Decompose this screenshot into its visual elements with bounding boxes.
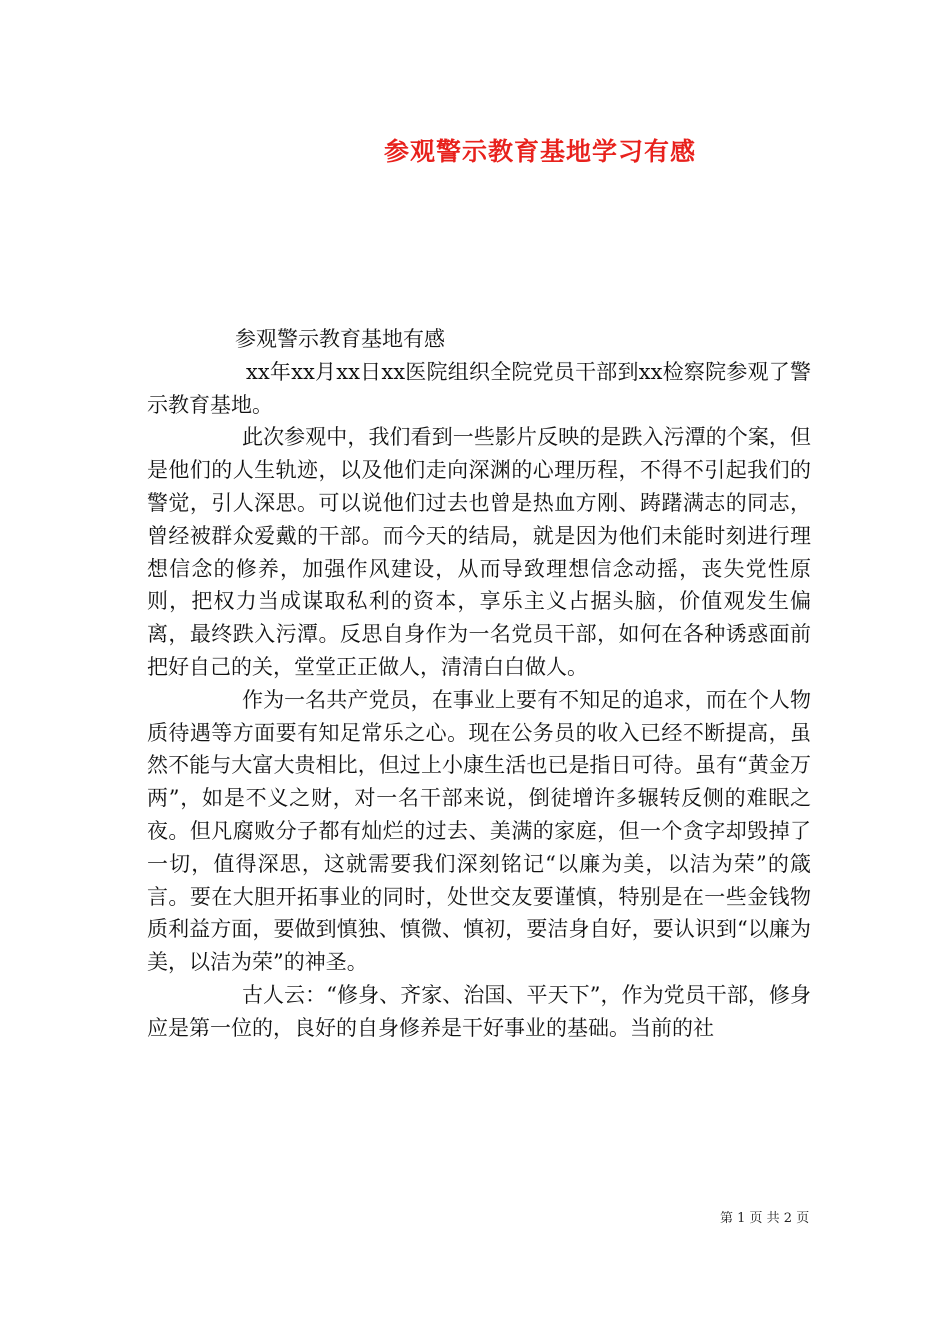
paragraph: xx年xx月xx日xx医院组织全院党员干部到xx检察院参观了警示教育基地。 bbox=[147, 359, 811, 417]
paragraph-subtitle: 参观警示教育基地有感 bbox=[235, 327, 445, 351]
paragraph: 此次参观中，我们看到一些影片反映的是跌入污潭的个案，但是他们的人生轨迹，以及他们走向深渊的心理历程，不得不引起我们的警觉，引人深思。可以说他们过去也曾是热血方刚、踌躇满志的同志，曾经被群众爱戴的干部。而今天的结局，就是因为他们未能时刻进行理想信念的修养，加强作风建设，从而导致理想信念动摇，丧失党性原则，把权力当成谋取私利的资本，享乐主义占据头脑，价值观发生偏离，最终跌入污潭。反思自身作为一名党员干部，如何在各种诱惑面前把好自己的关，堂堂正正做人，清清白白做人。 bbox=[147, 425, 811, 679]
paragraph: 古人云：“修身、齐家、治国、平天下”，作为党员干部，修身应是第一位的，良好的自身修养是干好事业的基础。当前的社 bbox=[147, 982, 811, 1040]
page-title: 参观警示教育基地学习有感 bbox=[383, 137, 696, 166]
page-footer: 第 1 页 共 2 页 bbox=[720, 1211, 810, 1226]
paragraph: 作为一名共产党员，在事业上要有不知足的追求，而在个人物质待遇等方面要有知足常乐之心。现在公务员的收入已经不断提高，虽然不能与大富大贵相比，但过上小康生活也已是指日可待。虽有“黄金万两”，如是不义之财，对一名干部来说，倒徒增许多辗转反侧的难眠之夜。但凡腐败分子都有灿烂的过去、美满的家庭，但一个贪字却毁掉了一切，值得深思，这就需要我们深刻铭记“以廉为美，以洁为荣”的箴言。要在大胆开拓事业的同时，处世交友要谨慎，特别是在一些金钱物质利益方面，要做到慎独、慎微、慎初，要洁身自好，要认识到“以廉为美，以洁为荣”的神圣。 bbox=[147, 687, 811, 975]
document-body bbox=[147, 323, 811, 1045]
